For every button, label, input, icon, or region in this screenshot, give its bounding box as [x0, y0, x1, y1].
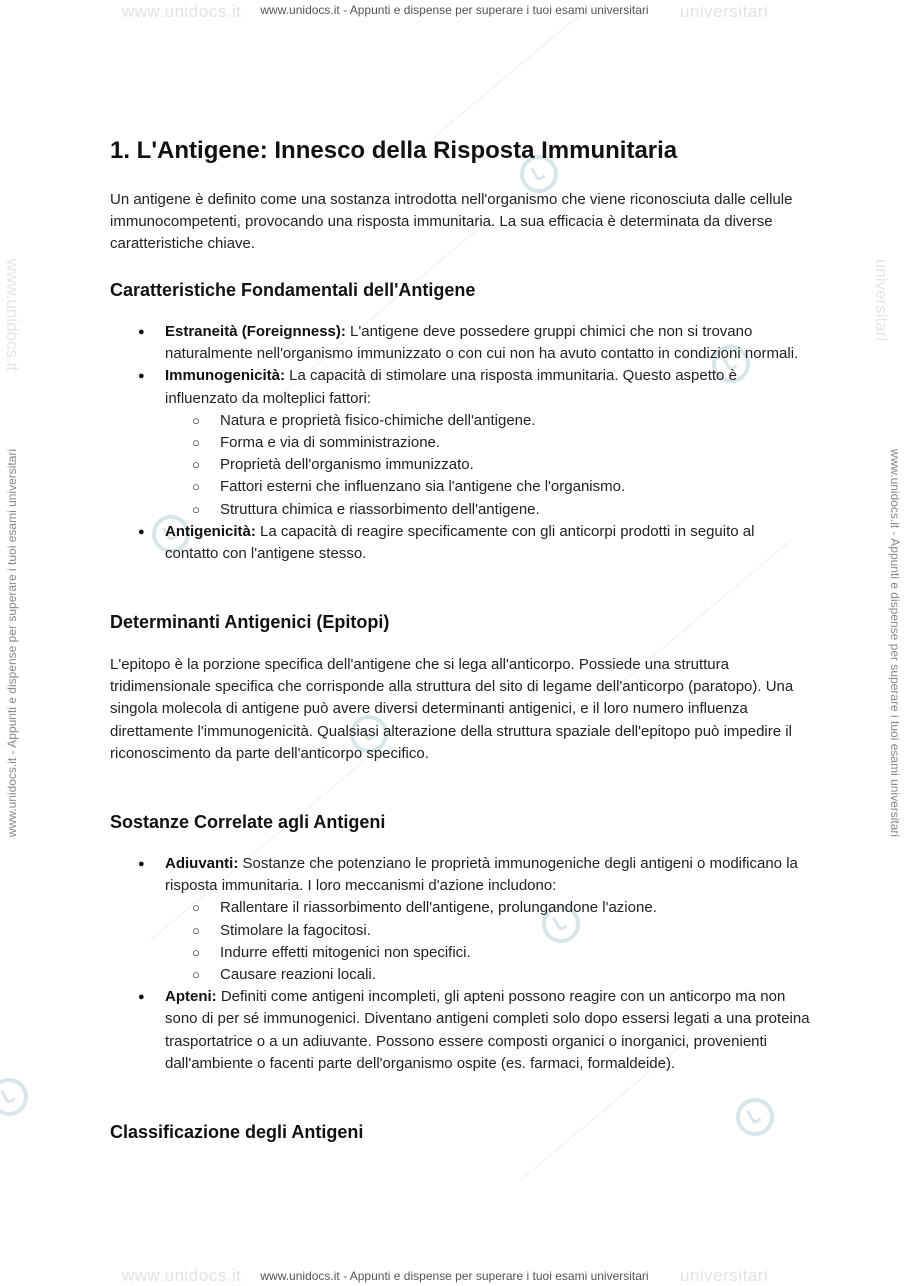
watermark-side-left: www.unidocs.it - Appunti e dispense per superare i tuoi esami universitari — [5, 448, 19, 838]
sub-list — [165, 410, 810, 521]
watermark-stripe — [430, 0, 645, 141]
section-heading-epitopes: Determinanti Antigenici (Epitopi) — [110, 612, 390, 632]
sub-list — [165, 897, 810, 986]
sub-list-item: ○ Proprietà dell'organismo immunizzato. — [165, 454, 810, 476]
item-term: Antigenicità: — [165, 522, 256, 540]
watermark-ghost-right-footer: universitari — [680, 1266, 769, 1285]
unidocs-logo-icon — [0, 1071, 35, 1123]
item-text: La capacità di reagire specificamente con gli anticorpi prodotti in seguito al contatto con l'antigene stesso. — [165, 522, 755, 563]
section-heading-classification: Classificazione degli Antigeni — [110, 1122, 364, 1142]
item-text: Definiti come antigeni incompleti, gli apteni possono reagire con un anticorpo ma non sono di per sé immunogenici. Diventano antigeni completi solo dopo essersi legati a una proteina trasportatrice o a un adiuvante. Possono essere composti organici o inorganici, provenienti dall'ambiente o facenti parte dell'organismo ospite (es. farmaci, formaldeide). — [165, 988, 810, 1072]
related-substances-list — [110, 853, 810, 1075]
sub-list-item: ○ Natura e proprietà fisico-chimiche dell'antigene. — [165, 410, 810, 432]
sub-list-item: ○ Stimolare la fagocitosi. — [165, 920, 810, 942]
list-item — [110, 521, 810, 565]
item-text: La capacità di stimolare una risposta immunitaria. Questo aspetto è influenzato da molteplici fattori: — [165, 367, 737, 407]
list-item — [110, 986, 810, 1075]
list-item — [110, 365, 810, 520]
intro-paragraph: Un antigene è definito come una sostanza introdotta nell'organismo che viene riconosciuta dalle cellule immunocompetenti, provocando una risposta immunitaria. La sua efficacia è determinata da diverse caratteristiche chiave. — [110, 191, 793, 253]
item-term: Estraneità (Foreignness): — [165, 323, 346, 340]
watermark-footer: www.unidocs.it - Appunti e dispense per superare i tuoi esami universitari — [260, 1269, 649, 1283]
characteristics-list — [110, 321, 810, 565]
watermark-side-ghost-right: universitari — [872, 258, 892, 342]
sub-list-item: ○ Indurre effetti mitogenici non specifici. — [165, 942, 810, 964]
sub-list-item: ○ Struttura chimica e riassorbimento dell'antigene. — [165, 499, 810, 521]
item-text: Sostanze che potenziano le proprietà immunogeniche degli antigeni o modificano la risposta immunitaria. I loro meccanismi d'azione includono: — [165, 855, 798, 895]
item-text: L'antigene deve possedere gruppi chimici che non si trovano naturalmente nell'organismo immunizzato o con cui non ha avuto contatto in condizioni normali. — [165, 323, 799, 363]
list-item — [110, 321, 810, 365]
list-item — [110, 853, 810, 986]
sub-list-item: ○ Fattori esterni che influenzano sia l'antigene che l'organismo. — [165, 476, 810, 498]
epitopes-paragraph: L'epitopo è la porzione specifica dell'antigene che si lega all'anticorpo. Possiede una struttura tridimensionale specifica che corrisponde alla struttura del sito di legame dell'anticorpo (paratopo). Una singola molecola di antigene può avere diversi determinanti antigenici, e il loro numero influenza direttamente l'immunogenicità. Qualsiasi alterazione della struttura spaziale dell'epitopo può impedire il riconoscimento da parte dell'anticorpo specifico. — [110, 656, 794, 762]
sub-list-item: ○ Rallentare il riassorbimento dell'antigene, prolungandone l'azione. — [165, 897, 810, 919]
watermark-ghost-left-footer: www.unidocs.it — [122, 1266, 242, 1285]
page-title: 1. L'Antigene: Innesco della Risposta Immunitaria — [110, 137, 678, 164]
watermark-header: www.unidocs.it - Appunti e dispense per superare i tuoi esami universitari — [260, 3, 649, 17]
item-term: Apteni: — [165, 988, 217, 1006]
item-term: Immunogenicità: — [165, 367, 286, 385]
section-heading-characteristics: Caratteristiche Fondamentali dell'Antigene — [110, 280, 476, 300]
watermark-ghost-right: universitari — [680, 2, 769, 21]
watermark-ghost-left: www.unidocs.it — [122, 2, 242, 21]
unidocs-logo-icon — [729, 1091, 781, 1143]
watermark-side-right: www.unidocs.it - Appunti e dispense per superare i tuoi esami universitari — [888, 448, 902, 838]
watermark-side-ghost-left: www.unidocs.it — [3, 258, 23, 372]
sub-list-item: ○ Forma e via di somministrazione. — [165, 432, 810, 454]
section-heading-related-substances: Sostanze Correlate agli Antigeni — [110, 812, 386, 832]
item-term: Adiuvanti: — [165, 855, 239, 872]
sub-list-item: ○ Causare reazioni locali. — [165, 964, 810, 986]
